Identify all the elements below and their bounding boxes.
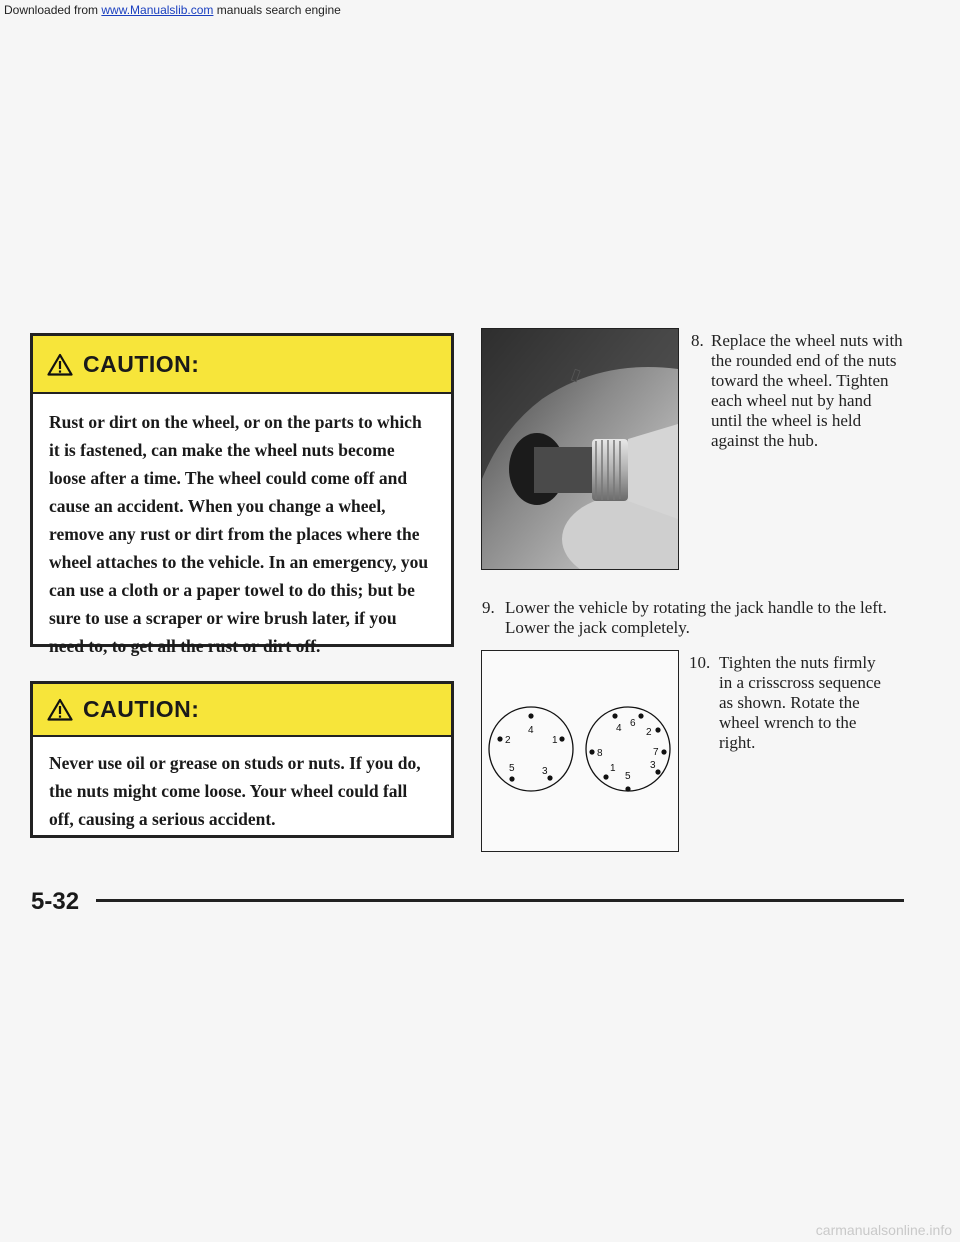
page-number: 5-32	[31, 888, 80, 915]
step-number: 9.	[482, 598, 495, 617]
wheel-nut-photo	[481, 328, 679, 570]
lug-label: 5	[625, 771, 631, 782]
warning-triangle-icon	[47, 353, 73, 376]
manualslib-link[interactable]: www.Manualslib.com	[101, 3, 214, 17]
step-number: 8.	[691, 331, 704, 350]
step-number: 10.	[689, 653, 711, 672]
lug-label: 7	[653, 747, 659, 758]
lug-label: 2	[505, 735, 511, 746]
lug-label: 3	[542, 766, 548, 777]
step-text: Replace the wheel nuts with the rounded end of the nuts toward the wheel. Tighten each wheel nut by hand until the wheel is held against the hub.	[711, 331, 903, 450]
caution-box-rust	[30, 333, 454, 656]
step-text: Lower the vehicle by rotating the jack handle to the left. Lower the jack completely.	[505, 598, 887, 637]
watermark: carmanualsonline.info	[815, 1222, 952, 1238]
caution-text: Never use oil or grease on studs or nuts. If you do, the nuts might come loose. Your wheel could fall off, causing a serious accident.	[49, 753, 421, 829]
caution-header	[33, 336, 451, 394]
eight-lug-pattern	[589, 713, 666, 791]
five-lug-pattern	[497, 713, 564, 781]
caution-box-oil	[30, 681, 454, 838]
lug-label: 4	[616, 723, 622, 734]
lug-label: 2	[646, 727, 652, 738]
lug-label: 1	[552, 735, 558, 746]
lug-label: 5	[509, 763, 515, 774]
download-header: Downloaded from www.Manualslib.com manuals search engine	[4, 3, 341, 17]
caution-header	[33, 684, 451, 737]
page-rule-divider	[96, 899, 904, 902]
step-10	[689, 653, 889, 753]
step-9	[482, 598, 912, 638]
step-8	[691, 331, 906, 451]
caution-title: CAUTION:	[83, 350, 200, 377]
lug-label: 6	[630, 718, 636, 729]
svg-text:▭: ▭	[564, 365, 586, 386]
lug-label: 8	[597, 748, 603, 759]
lug-label: 4	[528, 725, 534, 736]
warning-triangle-icon	[47, 698, 73, 721]
step-text: Tighten the nuts firmly in a crisscross sequence as shown. Rotate the wheel wrench to the right.	[719, 653, 881, 752]
caution-text: Rust or dirt on the wheel, or on the parts to which it is fastened, can make the wheel nuts become loose after a time. The wheel could come off and cause an accident. When you change a wheel, remove any rust or dirt from the places where the wheel attaches to the vehicle. In an emergency, you can use a cloth or a paper towel to do this; but be sure to use a scraper or wire brush later, if you need to, to get all the rust or dirt off.	[49, 412, 429, 656]
lug-label: 3	[650, 760, 656, 771]
lug-label: 1	[610, 763, 616, 774]
caution-title: CAUTION:	[83, 696, 200, 722]
lug-nut-sequence-diagram	[481, 650, 679, 852]
